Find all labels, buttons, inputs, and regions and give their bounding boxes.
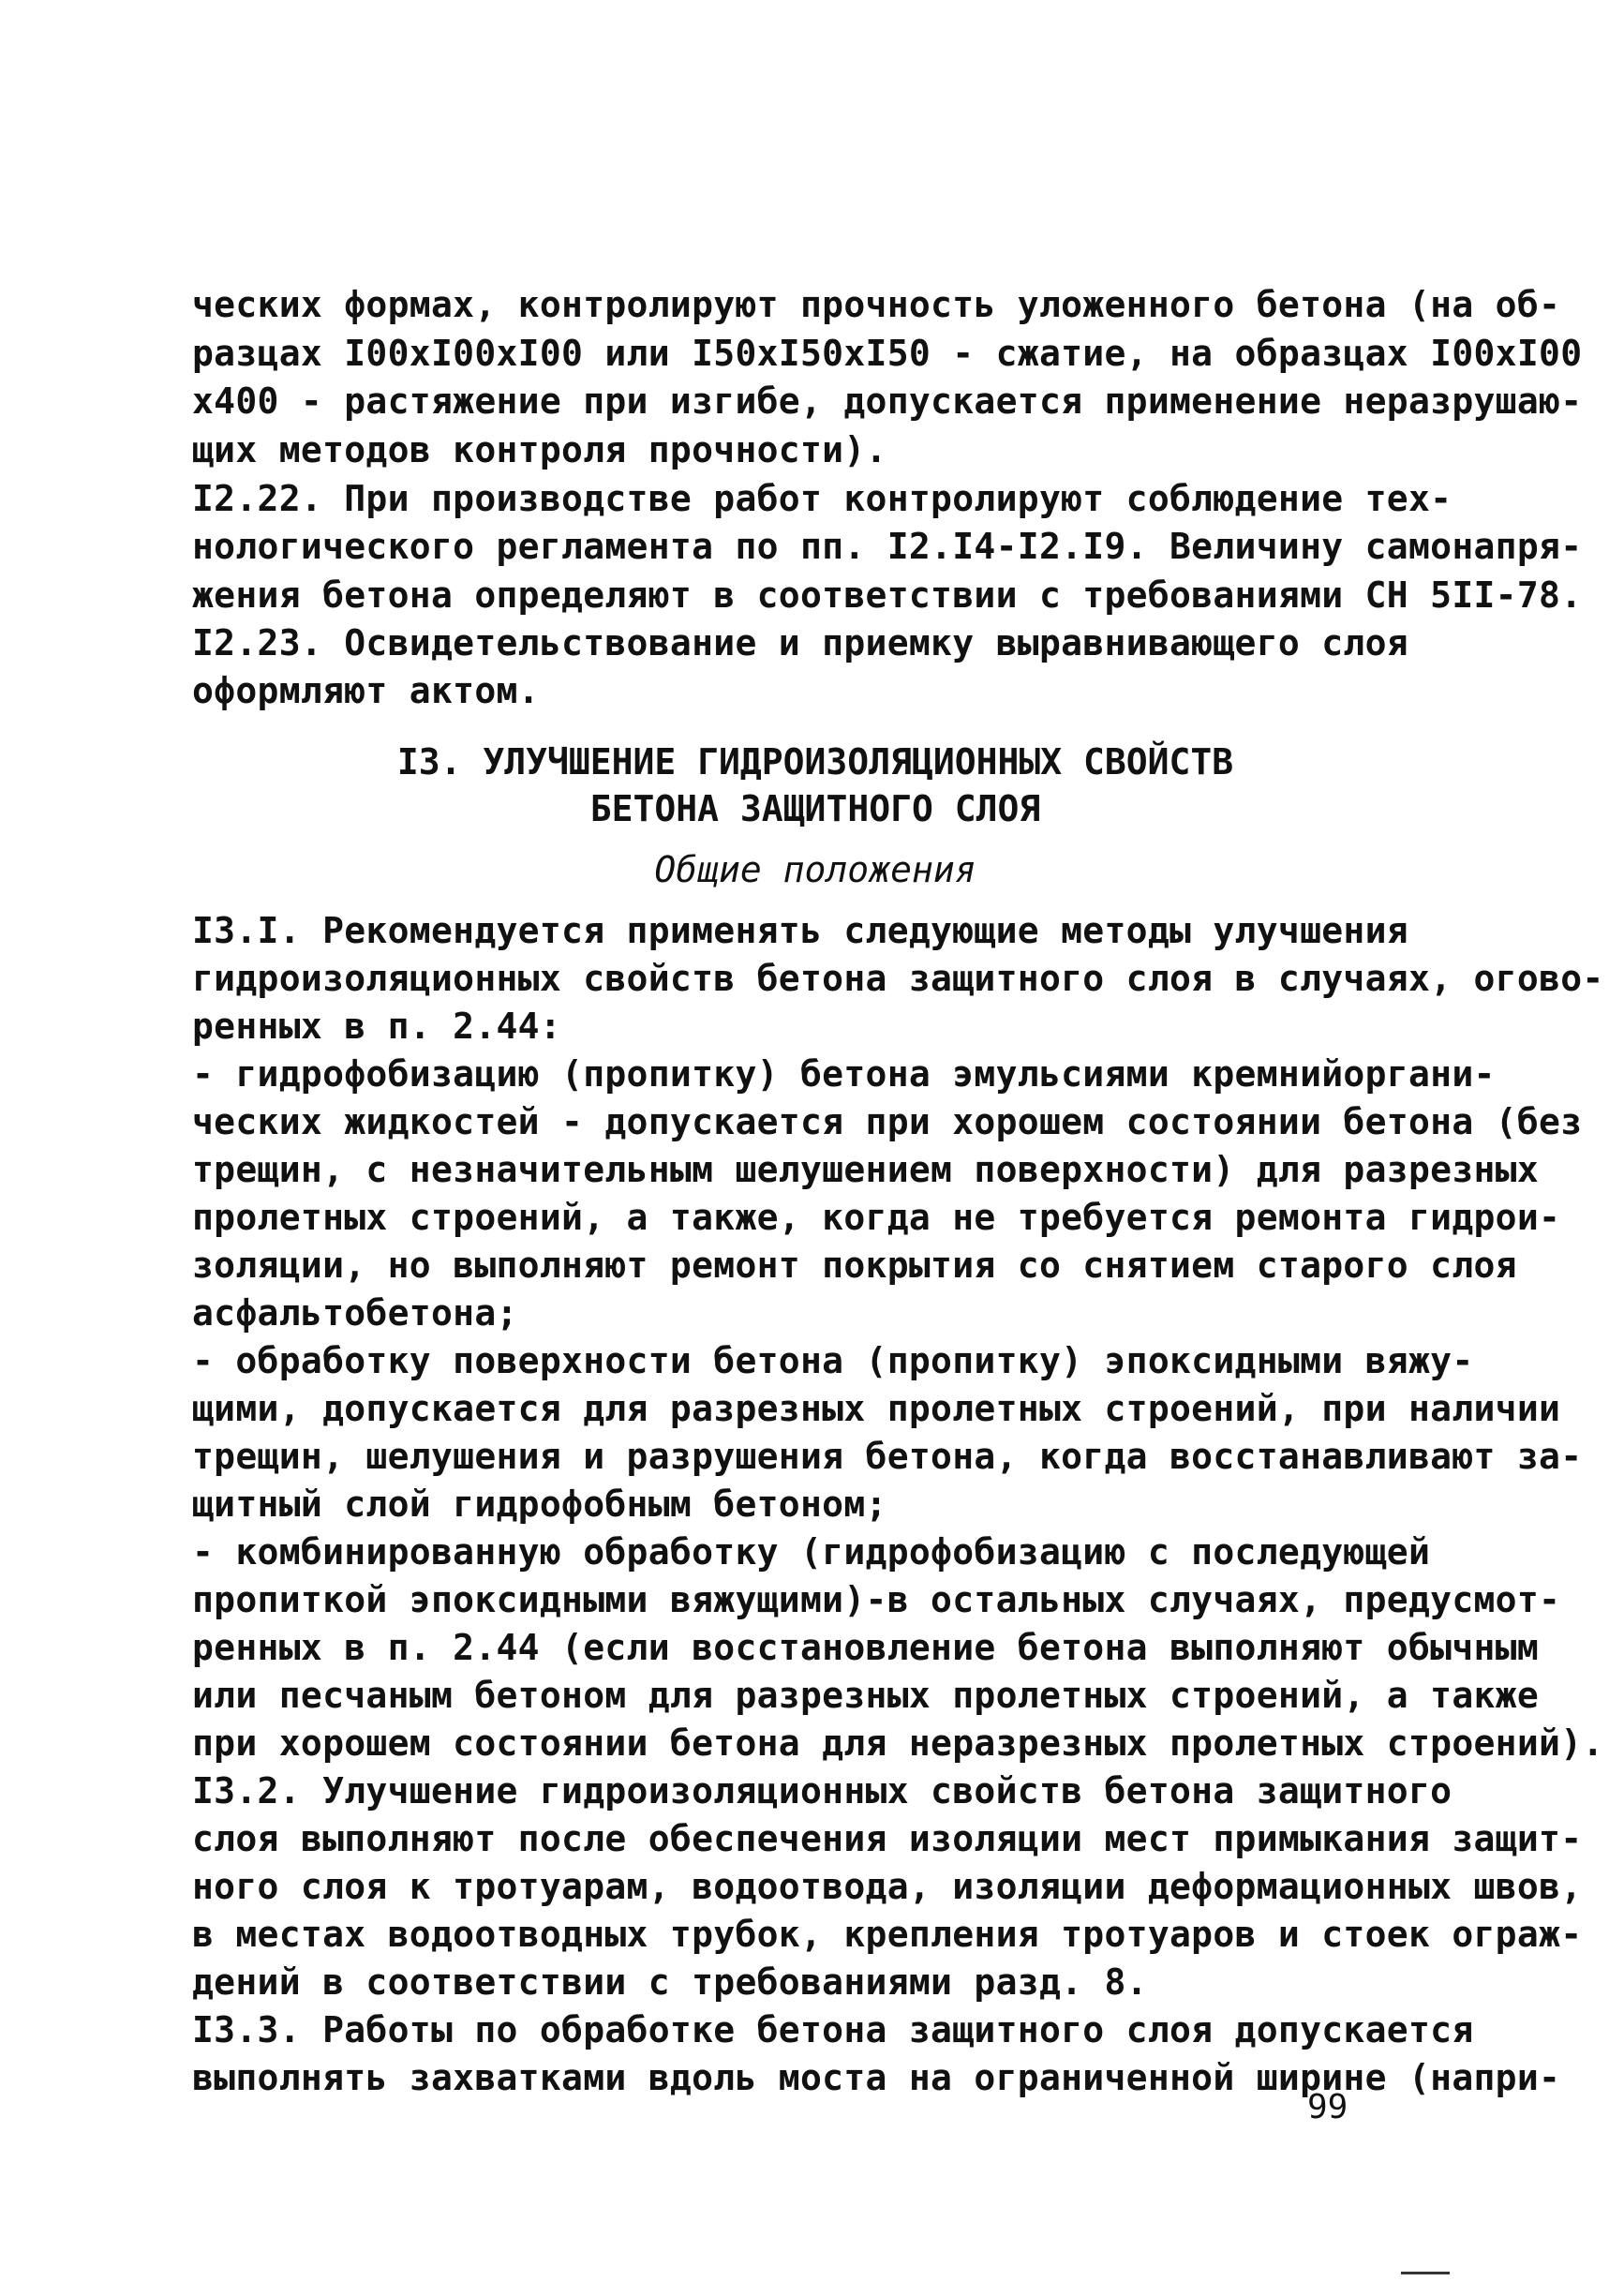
text-line: слоя выполняют после обеспечения изоляции мест примыкания защит-: [192, 1818, 1583, 1859]
text-line: щитный слой гидрофобным бетоном;: [192, 1483, 887, 1525]
text-line: I2.22. При производстве работ контролируют соблюдение тех-: [192, 478, 1453, 519]
text-line: щих методов контроля прочности).: [192, 429, 887, 470]
text-line: - комбинированную обработку (гидрофобизацию с последующей: [192, 1531, 1431, 1573]
text-line: x400 - растяжение при изгибе, допускается применение неразрушаю-: [192, 380, 1583, 422]
text-line: трещин, с незначительным шелушением поверхности) для разрезных: [192, 1149, 1540, 1190]
text-line: ческих формах, контролируют прочность уложенного бетона (на об-: [192, 284, 1561, 325]
section-heading: I3. УЛУЧШЕНИЕ ГИДРОИЗОЛЯЦИОННЫХ СВОЙСТВ: [396, 741, 1234, 783]
text-line: асфальтобетона;: [192, 1292, 518, 1334]
text-line: золяции, но выполняют ремонт покрытия со снятием старого слоя: [192, 1245, 1517, 1286]
text-line: пролетных строений, а также, когда не требуется ремонта гидрои-: [192, 1197, 1561, 1238]
text-line: ренных в п. 2.44:: [192, 1006, 562, 1047]
footer-rule: [1401, 2272, 1450, 2274]
text-line: I3.3. Работы по обработке бетона защитного слоя допускается: [192, 2009, 1474, 2050]
text-line: оформляют актом.: [192, 670, 540, 711]
text-line: выполнять захватками вдоль моста на ограниченной ширине (напри-: [192, 2057, 1561, 2098]
text-line: трещин, шелушения и разрушения бетона, когда восстанавливают за-: [192, 1436, 1583, 1477]
text-line: разцах I00xI00xI00 или I50xI50xI50 - сжатие, на образцах I00xI00: [192, 333, 1583, 374]
text-line: или песчаным бетоном для разрезных пролетных строений, а также: [192, 1675, 1540, 1716]
text-line: I2.23. Освидетельствование и приемку выравнивающего слоя: [192, 622, 1408, 663]
text-line: при хорошем состоянии бетона для неразрезных пролетных строений).: [192, 1722, 1604, 1764]
text-line: дений в соответствии с требованиями разд. 8.: [192, 1961, 1148, 2003]
text-line: в местах водоотводных трубок, крепления тротуаров и стоек ограж-: [192, 1914, 1583, 1955]
subsection-heading: Общие положения: [654, 849, 976, 890]
text-line: I3.I. Рекомендуется применять следующие методы улучшения: [192, 910, 1408, 951]
text-line: щими, допускается для разрезных пролетных строений, при наличии: [192, 1388, 1561, 1429]
text-line: нологического регламента по пп. I2.I4-I2.I9. Величину самонапря-: [192, 526, 1583, 567]
text-line: ческих жидкостей - допускается при хорошем состоянии бетона (без: [192, 1101, 1583, 1142]
text-line: жения бетона определяют в соответствии с требованиями СН 5II-78.: [192, 574, 1583, 616]
text-line: пропиткой эпоксидными вяжущими)-в остальных случаях, предусмот-: [192, 1579, 1561, 1620]
text-line: I3.2. Улучшение гидроизоляционных свойств бетона защитного: [192, 1770, 1453, 1811]
page-number: 99: [1307, 2088, 1348, 2126]
text-line: ренных в п. 2.44 (если восстановление бетона выполняют обычным: [192, 1627, 1540, 1668]
text-line: - обработку поверхности бетона (пропитку) эпоксидными вяжу-: [192, 1340, 1474, 1381]
text-line: ного слоя к тротуарам, водоотвода, изоляции деформационных швов,: [192, 1866, 1583, 1907]
section-heading: БЕТОНА ЗАЩИТНОГО СЛОЯ: [589, 788, 1041, 829]
text-line: гидроизоляционных свойств бетона защитного слоя в случаях, огово-: [192, 958, 1604, 999]
text-line: - гидрофобизацию (пропитку) бетона эмульсиями кремнийоргани-: [192, 1053, 1496, 1095]
